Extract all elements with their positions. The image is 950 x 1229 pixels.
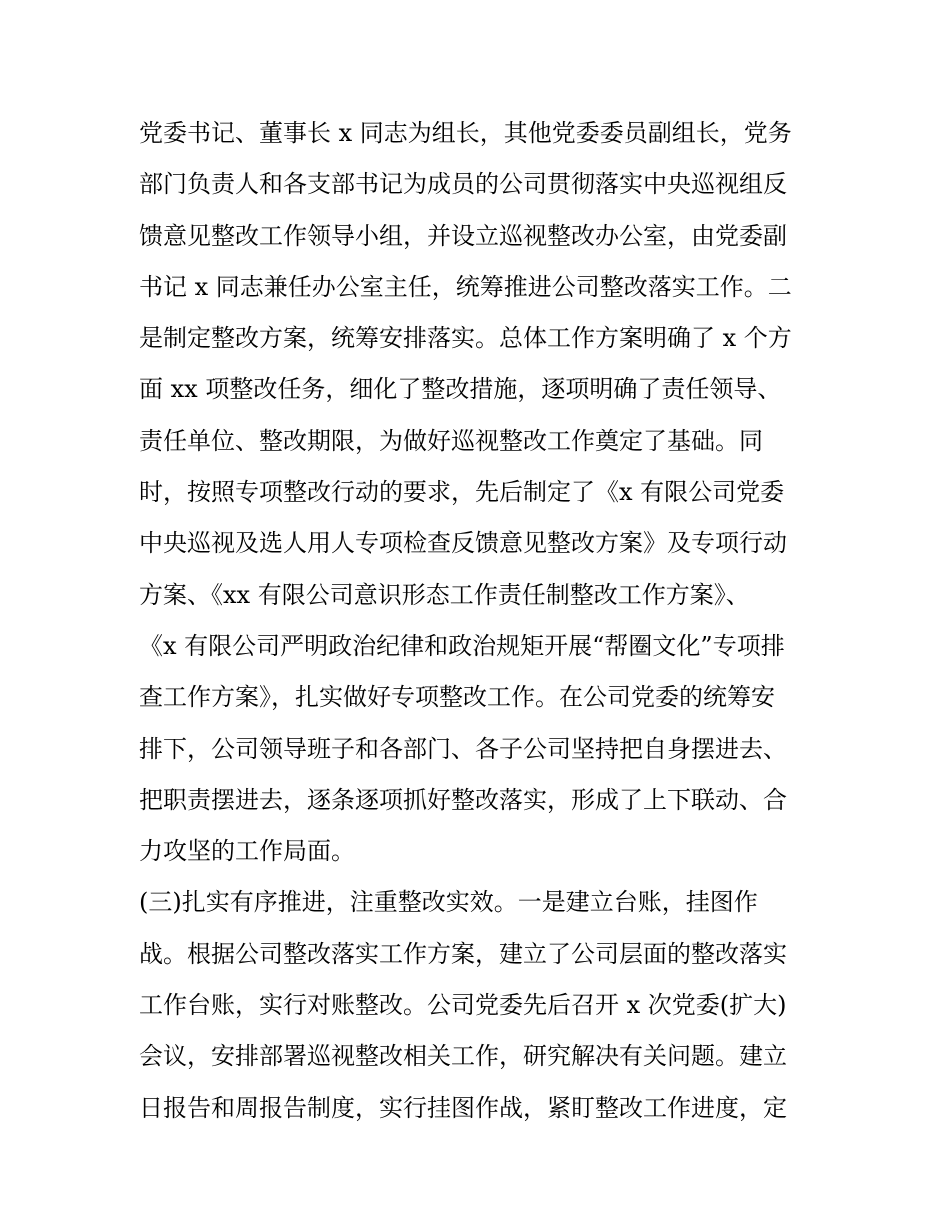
text-line: 排下，公司领导班子和各部门、各子公司坚持把自身摆进去、 bbox=[139, 734, 787, 763]
text-line: 战。根据公司整改落实工作方案，建立了公司层面的整改落实 bbox=[139, 939, 787, 968]
text-line: 力攻坚的工作局面。 bbox=[139, 837, 355, 866]
text-line: 书记 x 同志兼任办公室主任，统筹推进公司整改落实工作。二 bbox=[139, 272, 792, 301]
text-line: 是制定整改方案，统筹安排落实。总体工作方案明确了 x 个方 bbox=[139, 324, 792, 353]
text-line: 部门负责人和各支部书记为成员的公司贯彻落实中央巡视组反 bbox=[139, 170, 787, 199]
text-line: (三)扎实有序推进，注重整改实效。一是建立台账，挂图作 bbox=[139, 888, 758, 917]
text-line: 党委书记、董事长 x 同志为组长，其他党委委员副组长，党务 bbox=[139, 119, 792, 147]
text-line: 时，按照专项整改行动的要求，先后制定了《x 有限公司党委 bbox=[139, 478, 785, 507]
body-text bbox=[139, 108, 819, 1134]
text-line: 把职责摆进去，逐条逐项抓好整改落实，形成了上下联动、合 bbox=[139, 785, 787, 814]
text-line: 会议，安排部署巡视整改相关工作，研究解决有关问题。建立 bbox=[139, 1042, 787, 1071]
text-line: 中央巡视及选人用人专项检查反馈意见整改方案》及专项行动 bbox=[139, 529, 787, 558]
text-line: 面 xx 项整改任务，细化了整改措施，逐项明确了责任领导、 bbox=[139, 375, 782, 404]
text-line: 《x 有限公司严明政治纪律和政治规矩开展“帮圈文化”专项排 bbox=[139, 631, 785, 660]
text-line: 责任单位、整改期限，为做好巡视整改工作奠定了基础。同 bbox=[139, 426, 763, 455]
text-line: 馈意见整改工作领导小组，并设立巡视整改办公室，由党委副 bbox=[139, 221, 787, 250]
text-line: 日报告和周报告制度，实行挂图作战，紧盯整改工作进度，定 bbox=[139, 1093, 787, 1122]
text-line: 方案、《xx 有限公司意识形态工作责任制整改工作方案》、 bbox=[139, 580, 750, 609]
text-line: 查工作方案》，扎实做好专项整改工作。在公司党委的统筹安 bbox=[139, 683, 775, 712]
text-line: 工作台账，实行对账整改。公司党委先后召开 x 次党委(扩大) bbox=[139, 991, 787, 1020]
